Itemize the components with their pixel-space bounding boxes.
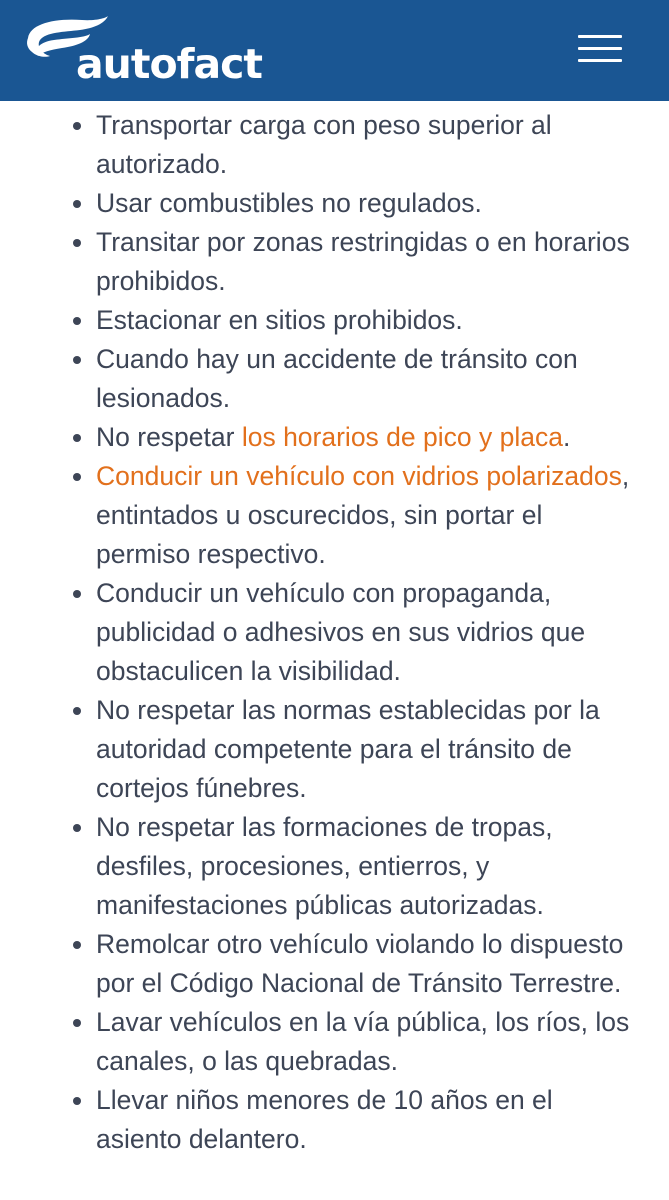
list-item-text: Transitar por zonas restringidas o en horarios prohibidos.: [96, 227, 630, 296]
bullet-icon: [73, 317, 81, 325]
autofact-logo[interactable]: [24, 12, 264, 88]
list-item-text-after: , entintados u oscurecidos, sin portar el permiso respectivo.: [96, 461, 630, 569]
site-header: [0, 0, 669, 101]
list-item: [0, 184, 669, 223]
list-item: [0, 1003, 669, 1081]
list-item-text: Cuando hay un accidente de tránsito con lesionados.: [96, 344, 578, 413]
bullet-icon: [73, 434, 81, 442]
bullet-icon: [73, 200, 81, 208]
list-item-text: Usar combustibles no regulados.: [96, 188, 482, 218]
bullet-icon: [73, 122, 81, 130]
bullet-icon: [73, 824, 81, 832]
bullet-icon: [73, 1097, 81, 1105]
list-item: [0, 223, 669, 301]
list-item: [0, 301, 669, 340]
bullet-icon: [73, 473, 81, 481]
menu-button[interactable]: [574, 26, 626, 70]
list-item-text: Conducir un vehículo con propaganda, publicidad o adhesivos en sus vidrios que obstaculicen la visibilidad.: [96, 578, 586, 686]
list-item: [0, 106, 669, 184]
list-item-text: Estacionar en sitios prohibidos.: [96, 305, 463, 335]
list-item: [0, 340, 669, 418]
bullet-icon: [73, 590, 81, 598]
list-item: [0, 418, 669, 457]
bullet-icon: [73, 356, 81, 364]
bullet-icon: [73, 239, 81, 247]
vidrios-polarizados-link[interactable]: Conducir un vehículo con vidrios polarizados: [96, 461, 622, 491]
list-item-text: Lavar vehículos en la vía pública, los ríos, los canales, o las quebradas.: [96, 1007, 630, 1076]
bullet-icon: [73, 941, 81, 949]
bullet-icon: [73, 1019, 81, 1027]
list-item: [0, 691, 669, 808]
list-item-text-after: .: [562, 422, 571, 452]
list-item: [0, 1081, 669, 1159]
list-item-text: Transportar carga con peso superior al autorizado.: [96, 110, 552, 179]
list-item: [0, 457, 669, 574]
logo-text: autofact: [76, 40, 263, 88]
list-item: [0, 574, 669, 691]
list-item-text-before: No respetar: [96, 422, 242, 452]
pico-y-placa-link[interactable]: los horarios de pico y placa: [241, 422, 563, 452]
list-item-text: Llevar niños menores de 10 años en el asiento delantero.: [96, 1085, 553, 1154]
list-item-text: Remolcar otro vehículo violando lo dispuesto por el Código Nacional de Tránsito Terrestre.: [96, 929, 624, 998]
infractions-list: [0, 106, 669, 1159]
article-content: [0, 106, 669, 1159]
bullet-icon: [73, 707, 81, 715]
list-item-text: No respetar las formaciones de tropas, desfiles, procesiones, entierros, y manifestaciones públicas autorizadas.: [96, 812, 553, 920]
list-item: [0, 925, 669, 1003]
list-item-text: No respetar las normas establecidas por la autoridad competente para el tránsito de cortejos fúnebres.: [96, 695, 600, 803]
list-item: [0, 808, 669, 925]
